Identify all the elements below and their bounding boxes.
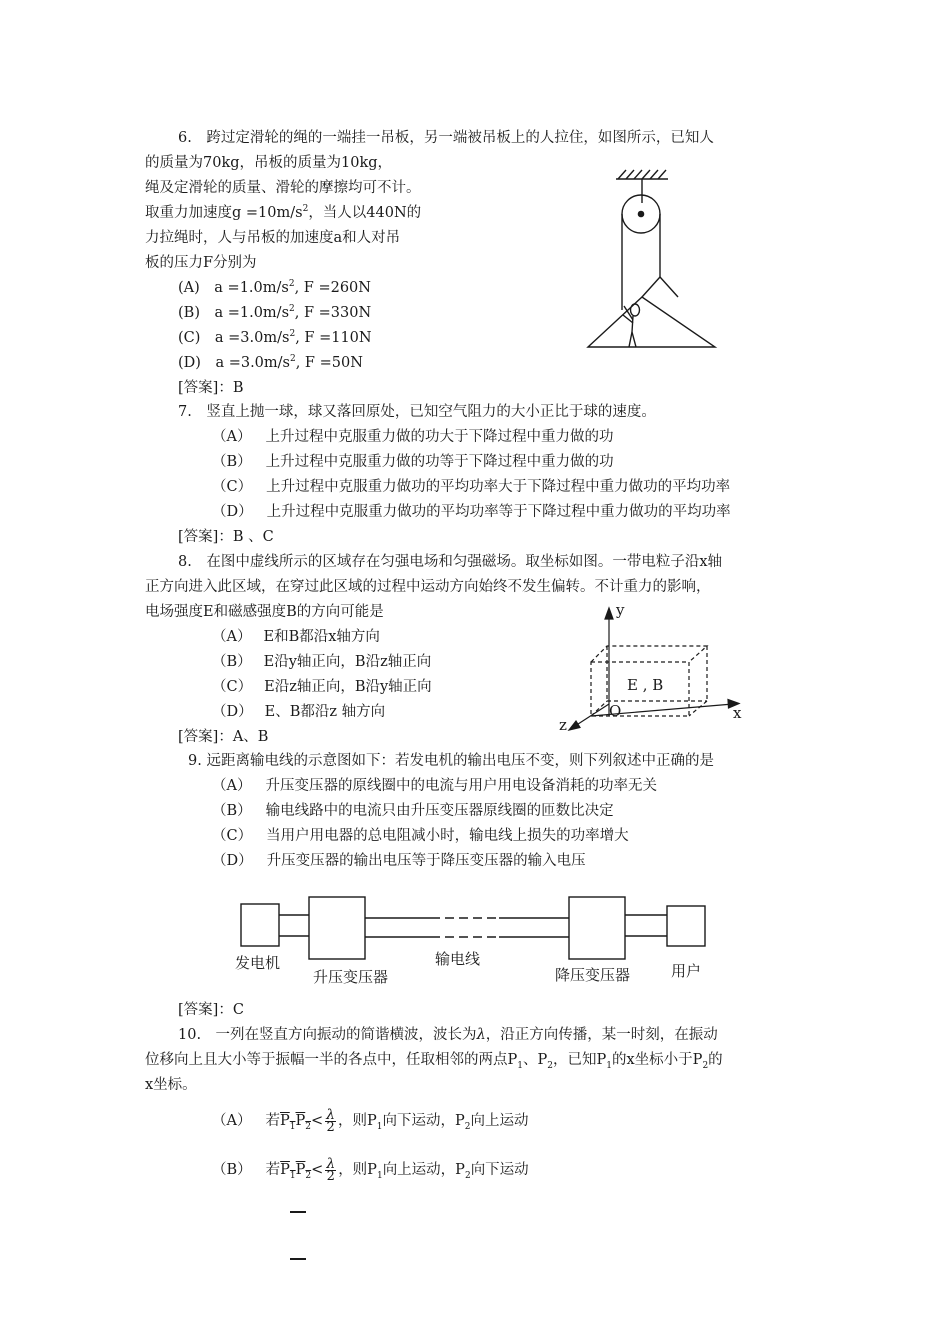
q9-option-b: （B） 输电线路中的电流只由升压变压器原线圈的匝数比决定	[212, 803, 614, 819]
q7-option-b: （B） 上升过程中克服重力做的功等于下降过程中重力做的功	[212, 454, 614, 470]
x-axis-label: x	[733, 704, 742, 722]
q8-line-1: 8. 在图中虚线所示的区域存在匀强电场和匀强磁场。取坐标如图。一带电粒子沿x轴	[178, 554, 723, 570]
q7-option-c: （C） 上升过程中克服重力做功的平均功率大于下降过程中重力做功的平均功率	[212, 479, 731, 495]
page-mark-1	[290, 1211, 306, 1213]
user-label: 用户	[671, 962, 702, 980]
q7-answer: [答案]：B 、C	[178, 529, 274, 545]
user-box	[667, 906, 705, 946]
generator-box	[241, 904, 279, 946]
q6-option-a: (A) $a =1.0m/s^2$, F =260N	[178, 279, 371, 296]
y-axis-label: y	[616, 601, 625, 619]
generator-label: 发电机	[235, 954, 281, 972]
q10-option-b: （B） 若$P_1P_2<$ $\frac{\lambda}{2}$ ，则$P_1$向上运动，$P_2$向下运动	[212, 1155, 529, 1184]
q10-line-2: 位移向上且大小等于振幅一半的各点中，任取相邻的两点$P_1$、$P_2$，已知$P_1$的x坐标小于$P_2$的	[145, 1052, 723, 1071]
q7-option-a: （A） 上升过程中克服重力做的功大于下降过程中重力做的功	[212, 429, 614, 445]
q10-line-1: 10. 一列在竖直方向振动的简谐横波，波长为λ，沿正方向传播，某一时刻，在振动	[178, 1027, 718, 1043]
q6-line-4: 取重力加速度$g =10m/s^2$，当人以440N的	[145, 204, 422, 221]
q6-line-3: 绳及定滑轮的质量、滑轮的摩擦均可不计。	[145, 180, 421, 196]
q8-option-d: （D） E、B都沿z 轴方向	[212, 704, 386, 720]
q9-option-c: （C） 当用户用电器的总电阻减小时，输电线上损失的功率增大	[212, 828, 629, 844]
q9-option-d: （D） 升压变压器的输出电压等于降压变压器的输入电压	[212, 853, 586, 869]
q8-option-a: （A） E和B都沿x轴方向	[212, 629, 380, 645]
hanging-board	[588, 297, 715, 347]
q9-option-a: （A） 升压变压器的原线圈中的电流与用户用电设备消耗的功率无关	[212, 778, 657, 794]
q6-line-1: 6. 跨过定滑轮的绳的一端挂一吊板，另一端被吊板上的人拉住，如图所示，已知人	[178, 130, 714, 146]
pulley-axle	[638, 211, 643, 216]
line-label: 输电线	[435, 950, 481, 968]
q8-option-b: （B） E沿y轴正向，B沿z轴正向	[212, 654, 432, 670]
field-label: E , B	[627, 676, 664, 694]
step-down-label: 降压变压器	[555, 966, 631, 984]
q6-option-c: (C) $a =3.0m/s^2$, F =110N	[178, 329, 372, 346]
origin-label: O	[609, 702, 622, 720]
q7-option-d: （D） 上升过程中克服重力做功的平均功率等于下降过程中重力做功的平均功率	[212, 504, 731, 520]
q9-answer: [答案]：C	[178, 1002, 244, 1018]
q8-answer: [答案]：A、B	[178, 729, 269, 745]
q6-option-b: (B) $a =1.0m/s^2$, F =330N	[178, 304, 372, 321]
step-down-transformer-box	[569, 897, 625, 959]
transmission-diagram	[235, 890, 710, 990]
q6-answer: [答案]：B	[178, 380, 244, 396]
pulley-figure	[580, 165, 725, 355]
q7-stem: 7. 竖直上抛一球，球又落回原处，已知空气阻力的大小正比于球的速度。	[178, 404, 656, 420]
step-up-label: 升压变压器	[313, 968, 389, 986]
q8-option-c: （C） E沿z轴正向，B沿y轴正向	[212, 679, 432, 695]
q6-line-2: 的质量为70kg，吊板的质量为10kg，	[145, 155, 393, 171]
q9-stem: 9. 远距离输电线的示意图如下：若发电机的输出电压不变，则下列叙述中正确的是	[188, 753, 714, 769]
q8-line-3: 电场强度E和磁感强度B的方向可能是	[145, 604, 384, 620]
q6-line-5: 力拉绳时，人与吊板的加速度a和人对吊	[145, 230, 401, 246]
q10-option-a: （A） 若$P_1P_2<$ $\frac{\lambda}{2}$ ，则$P_1$向下运动，$P_2$向上运动	[212, 1106, 529, 1135]
q6-option-d: (D) $a =3.0m/s^2$, F =50N	[178, 354, 363, 371]
page-mark-2	[290, 1258, 306, 1260]
field-region-figure	[555, 600, 755, 740]
q10-line-3: x坐标。	[145, 1077, 197, 1093]
q6-line-6: 板的压力F分别为	[145, 255, 257, 271]
y-axis-arrow	[605, 608, 613, 619]
q8-line-2: 正方向进入此区域，在穿过此区域的过程中运动方向始终不发生偏转。不计重力的影响，	[145, 579, 711, 595]
step-up-transformer-box	[309, 897, 365, 959]
z-axis-label: z	[559, 716, 567, 734]
hanger-right	[660, 277, 678, 297]
z-axis-arrow	[569, 721, 580, 730]
person-figure	[623, 304, 640, 347]
ceiling-hatch	[618, 170, 666, 179]
hanger-left	[642, 277, 660, 297]
